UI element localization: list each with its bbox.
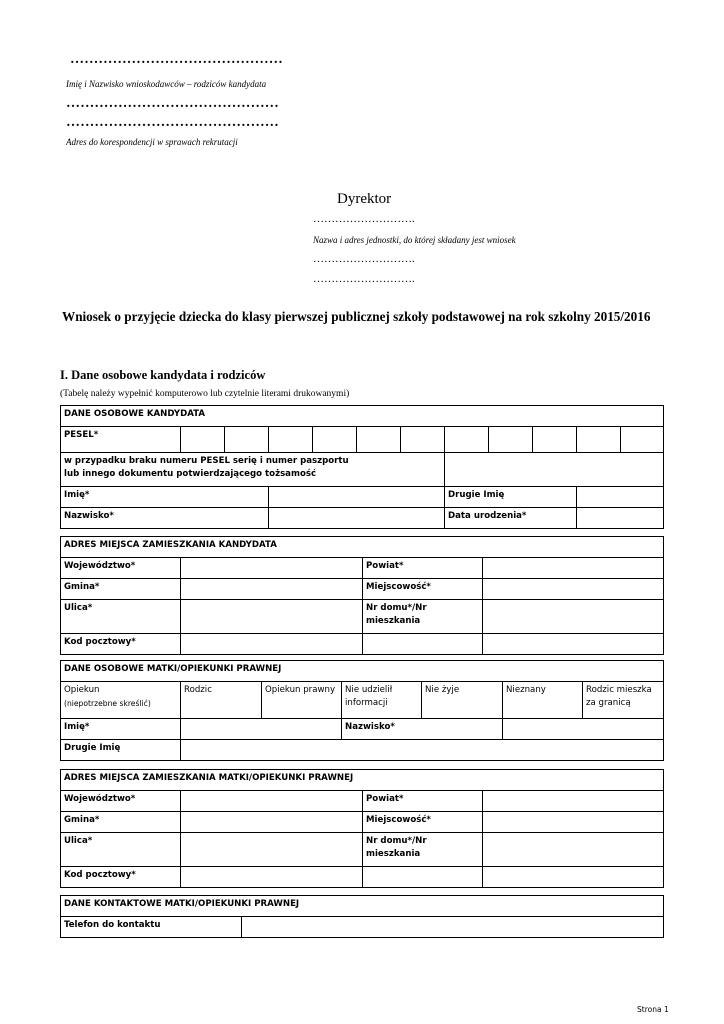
recipient-caption: Nazwa i adres jednostki, do której składany jest wniosek bbox=[313, 235, 516, 245]
mother-contact-table bbox=[60, 895, 664, 938]
house-number-label-line2: mieszkania bbox=[366, 616, 421, 626]
candidate-address-table bbox=[60, 536, 664, 655]
mother-commune-label: Gmina* bbox=[61, 812, 181, 833]
pesel-digit-8[interactable] bbox=[489, 427, 533, 453]
candidate-address-header: ADRES MIEJSCA ZAMIESZKANIA KANDYDATA bbox=[61, 537, 664, 558]
address-dots-1: ……………………………………… bbox=[66, 96, 279, 111]
mother-street-label: Ulica* bbox=[61, 833, 181, 867]
passport-label-line2: lub innego dokumentu potwierdzającego tożsamość bbox=[64, 469, 317, 479]
address-dots-2: ……………………………………… bbox=[66, 115, 279, 130]
mother-locality-label: Miejscowość* bbox=[363, 812, 483, 833]
mother-postal-code-spacer-2 bbox=[483, 867, 664, 888]
mother-phone-field[interactable] bbox=[242, 917, 664, 938]
passport-field[interactable] bbox=[445, 453, 664, 487]
recipient-title: Dyrektor bbox=[337, 191, 392, 207]
pesel-digit-5[interactable] bbox=[357, 427, 401, 453]
mother-house-number-line1: Nr domu*/Nr bbox=[366, 836, 427, 846]
pesel-digit-1[interactable] bbox=[181, 427, 225, 453]
recipient-dots-1: ………………………. bbox=[313, 213, 415, 225]
house-number-label-line1: Nr domu*/Nr bbox=[366, 603, 427, 613]
voivodeship-field[interactable] bbox=[181, 558, 363, 579]
passport-label bbox=[61, 453, 445, 487]
county-label: Powiat* bbox=[363, 558, 483, 579]
locality-label: Miejscowość* bbox=[363, 579, 483, 600]
mother-street-field[interactable] bbox=[181, 833, 363, 867]
document-title: Wniosek o przyjęcie dziecka do klasy pierwszej publicznej szkoły podstawowej na rok szkolny 2015/2016 bbox=[62, 309, 651, 324]
mother-second-name-field[interactable] bbox=[181, 740, 664, 761]
mother-commune-field[interactable] bbox=[181, 812, 363, 833]
passport-label-line1: w przypadku braku numeru PESEL serię i numer paszportu bbox=[64, 456, 349, 466]
guardian-option-deceased[interactable]: Nie żyje bbox=[422, 682, 503, 719]
mother-address-header: ADRES MIEJSCA ZAMIESZKANIA MATKI/OPIEKUNKI PRAWNEJ bbox=[61, 770, 664, 791]
postal-code-field[interactable] bbox=[181, 634, 363, 655]
mother-house-number-field[interactable] bbox=[483, 833, 664, 867]
birth-date-field[interactable] bbox=[577, 508, 664, 529]
candidate-header: DANE OSOBOWE KANDYDATA bbox=[61, 406, 664, 427]
pesel-digit-10[interactable] bbox=[577, 427, 621, 453]
guardian-label-text: Opiekun bbox=[64, 685, 100, 695]
postal-code-spacer bbox=[363, 634, 483, 655]
mother-first-name-field[interactable] bbox=[181, 719, 342, 740]
recipient-dots-2: ………………………. bbox=[313, 253, 415, 265]
guardian-label bbox=[61, 682, 181, 719]
mother-surname-label: Nazwisko* bbox=[342, 719, 503, 740]
mother-county-label: Powiat* bbox=[363, 791, 483, 812]
section-note: (Tabelę należy wypełnić komputerowo lub czytelnie literami drukowanymi) bbox=[60, 389, 350, 399]
postal-code-label: Kod pocztowy* bbox=[61, 634, 181, 655]
mother-house-number-line2: mieszkania bbox=[366, 849, 421, 859]
mother-postal-code-label: Kod pocztowy* bbox=[61, 867, 181, 888]
county-field[interactable] bbox=[483, 558, 664, 579]
applicant-name-caption: Imię i Nazwisko wnioskodawców – rodziców kandydata bbox=[66, 79, 267, 89]
street-field[interactable] bbox=[181, 600, 363, 634]
mother-first-name-label: Imię* bbox=[61, 719, 181, 740]
mother-surname-field[interactable] bbox=[503, 719, 664, 740]
commune-label: Gmina* bbox=[61, 579, 181, 600]
voivodeship-label: Województwo* bbox=[61, 558, 181, 579]
second-name-field[interactable] bbox=[577, 487, 664, 508]
mother-second-name-label: Drugie Imię bbox=[61, 740, 181, 761]
surname-label: Nazwisko* bbox=[61, 508, 269, 529]
mother-postal-code-spacer bbox=[363, 867, 483, 888]
postal-code-spacer-2 bbox=[483, 634, 664, 655]
mother-postal-code-field[interactable] bbox=[181, 867, 363, 888]
surname-field[interactable] bbox=[269, 508, 445, 529]
guardian-option-parent[interactable]: Rodzic bbox=[181, 682, 262, 719]
pesel-digit-7[interactable] bbox=[445, 427, 489, 453]
locality-field[interactable] bbox=[483, 579, 664, 600]
house-number-field[interactable] bbox=[483, 600, 664, 634]
mother-voivodeship-field[interactable] bbox=[181, 791, 363, 812]
street-label: Ulica* bbox=[61, 600, 181, 634]
pesel-digit-2[interactable] bbox=[225, 427, 269, 453]
section-title: I. Dane osobowe kandydata i rodziców bbox=[60, 368, 266, 382]
commune-field[interactable] bbox=[181, 579, 363, 600]
first-name-field[interactable] bbox=[269, 487, 445, 508]
recipient-dots-3: ………………………. bbox=[313, 273, 415, 285]
mother-address-table bbox=[60, 769, 664, 888]
mother-contact-header: DANE KONTAKTOWE MATKI/OPIEKUNKI PRAWNEJ bbox=[61, 896, 664, 917]
pesel-digit-3[interactable] bbox=[269, 427, 313, 453]
second-name-label: Drugie Imię bbox=[445, 487, 577, 508]
mother-locality-field[interactable] bbox=[483, 812, 664, 833]
guardian-option-abroad[interactable]: Rodzic mieszka za granicą bbox=[583, 682, 664, 719]
pesel-digit-9[interactable] bbox=[533, 427, 577, 453]
pesel-digit-11[interactable] bbox=[621, 427, 664, 453]
mother-table bbox=[60, 660, 664, 761]
guardian-hint: (niepotrzebne skreślić) bbox=[64, 699, 151, 708]
mother-house-number-label bbox=[363, 833, 483, 867]
pesel-digit-6[interactable] bbox=[401, 427, 445, 453]
guardian-option-no-info[interactable]: Nie udzielił informacji bbox=[342, 682, 422, 719]
mother-voivodeship-label: Województwo* bbox=[61, 791, 181, 812]
birth-date-label: Data urodzenia* bbox=[445, 508, 577, 529]
address-caption: Adres do korespondencji w sprawach rekrutacji bbox=[66, 137, 238, 147]
guardian-option-legal[interactable]: Opiekun prawny bbox=[262, 682, 342, 719]
candidate-table bbox=[60, 405, 664, 529]
first-name-label: Imię* bbox=[61, 487, 269, 508]
mother-county-field[interactable] bbox=[483, 791, 664, 812]
pesel-label: PESEL* bbox=[61, 427, 181, 453]
guardian-option-unknown[interactable]: Nieznany bbox=[503, 682, 583, 719]
mother-phone-label: Telefon do kontaktu bbox=[61, 917, 242, 938]
house-number-label bbox=[363, 600, 483, 634]
mother-header: DANE OSOBOWE MATKI/OPIEKUNKI PRAWNEJ bbox=[61, 661, 664, 682]
pesel-digit-4[interactable] bbox=[313, 427, 357, 453]
page-number: Strona 1 bbox=[637, 1005, 669, 1014]
applicant-name-dots: ……………………………………… bbox=[70, 52, 283, 67]
